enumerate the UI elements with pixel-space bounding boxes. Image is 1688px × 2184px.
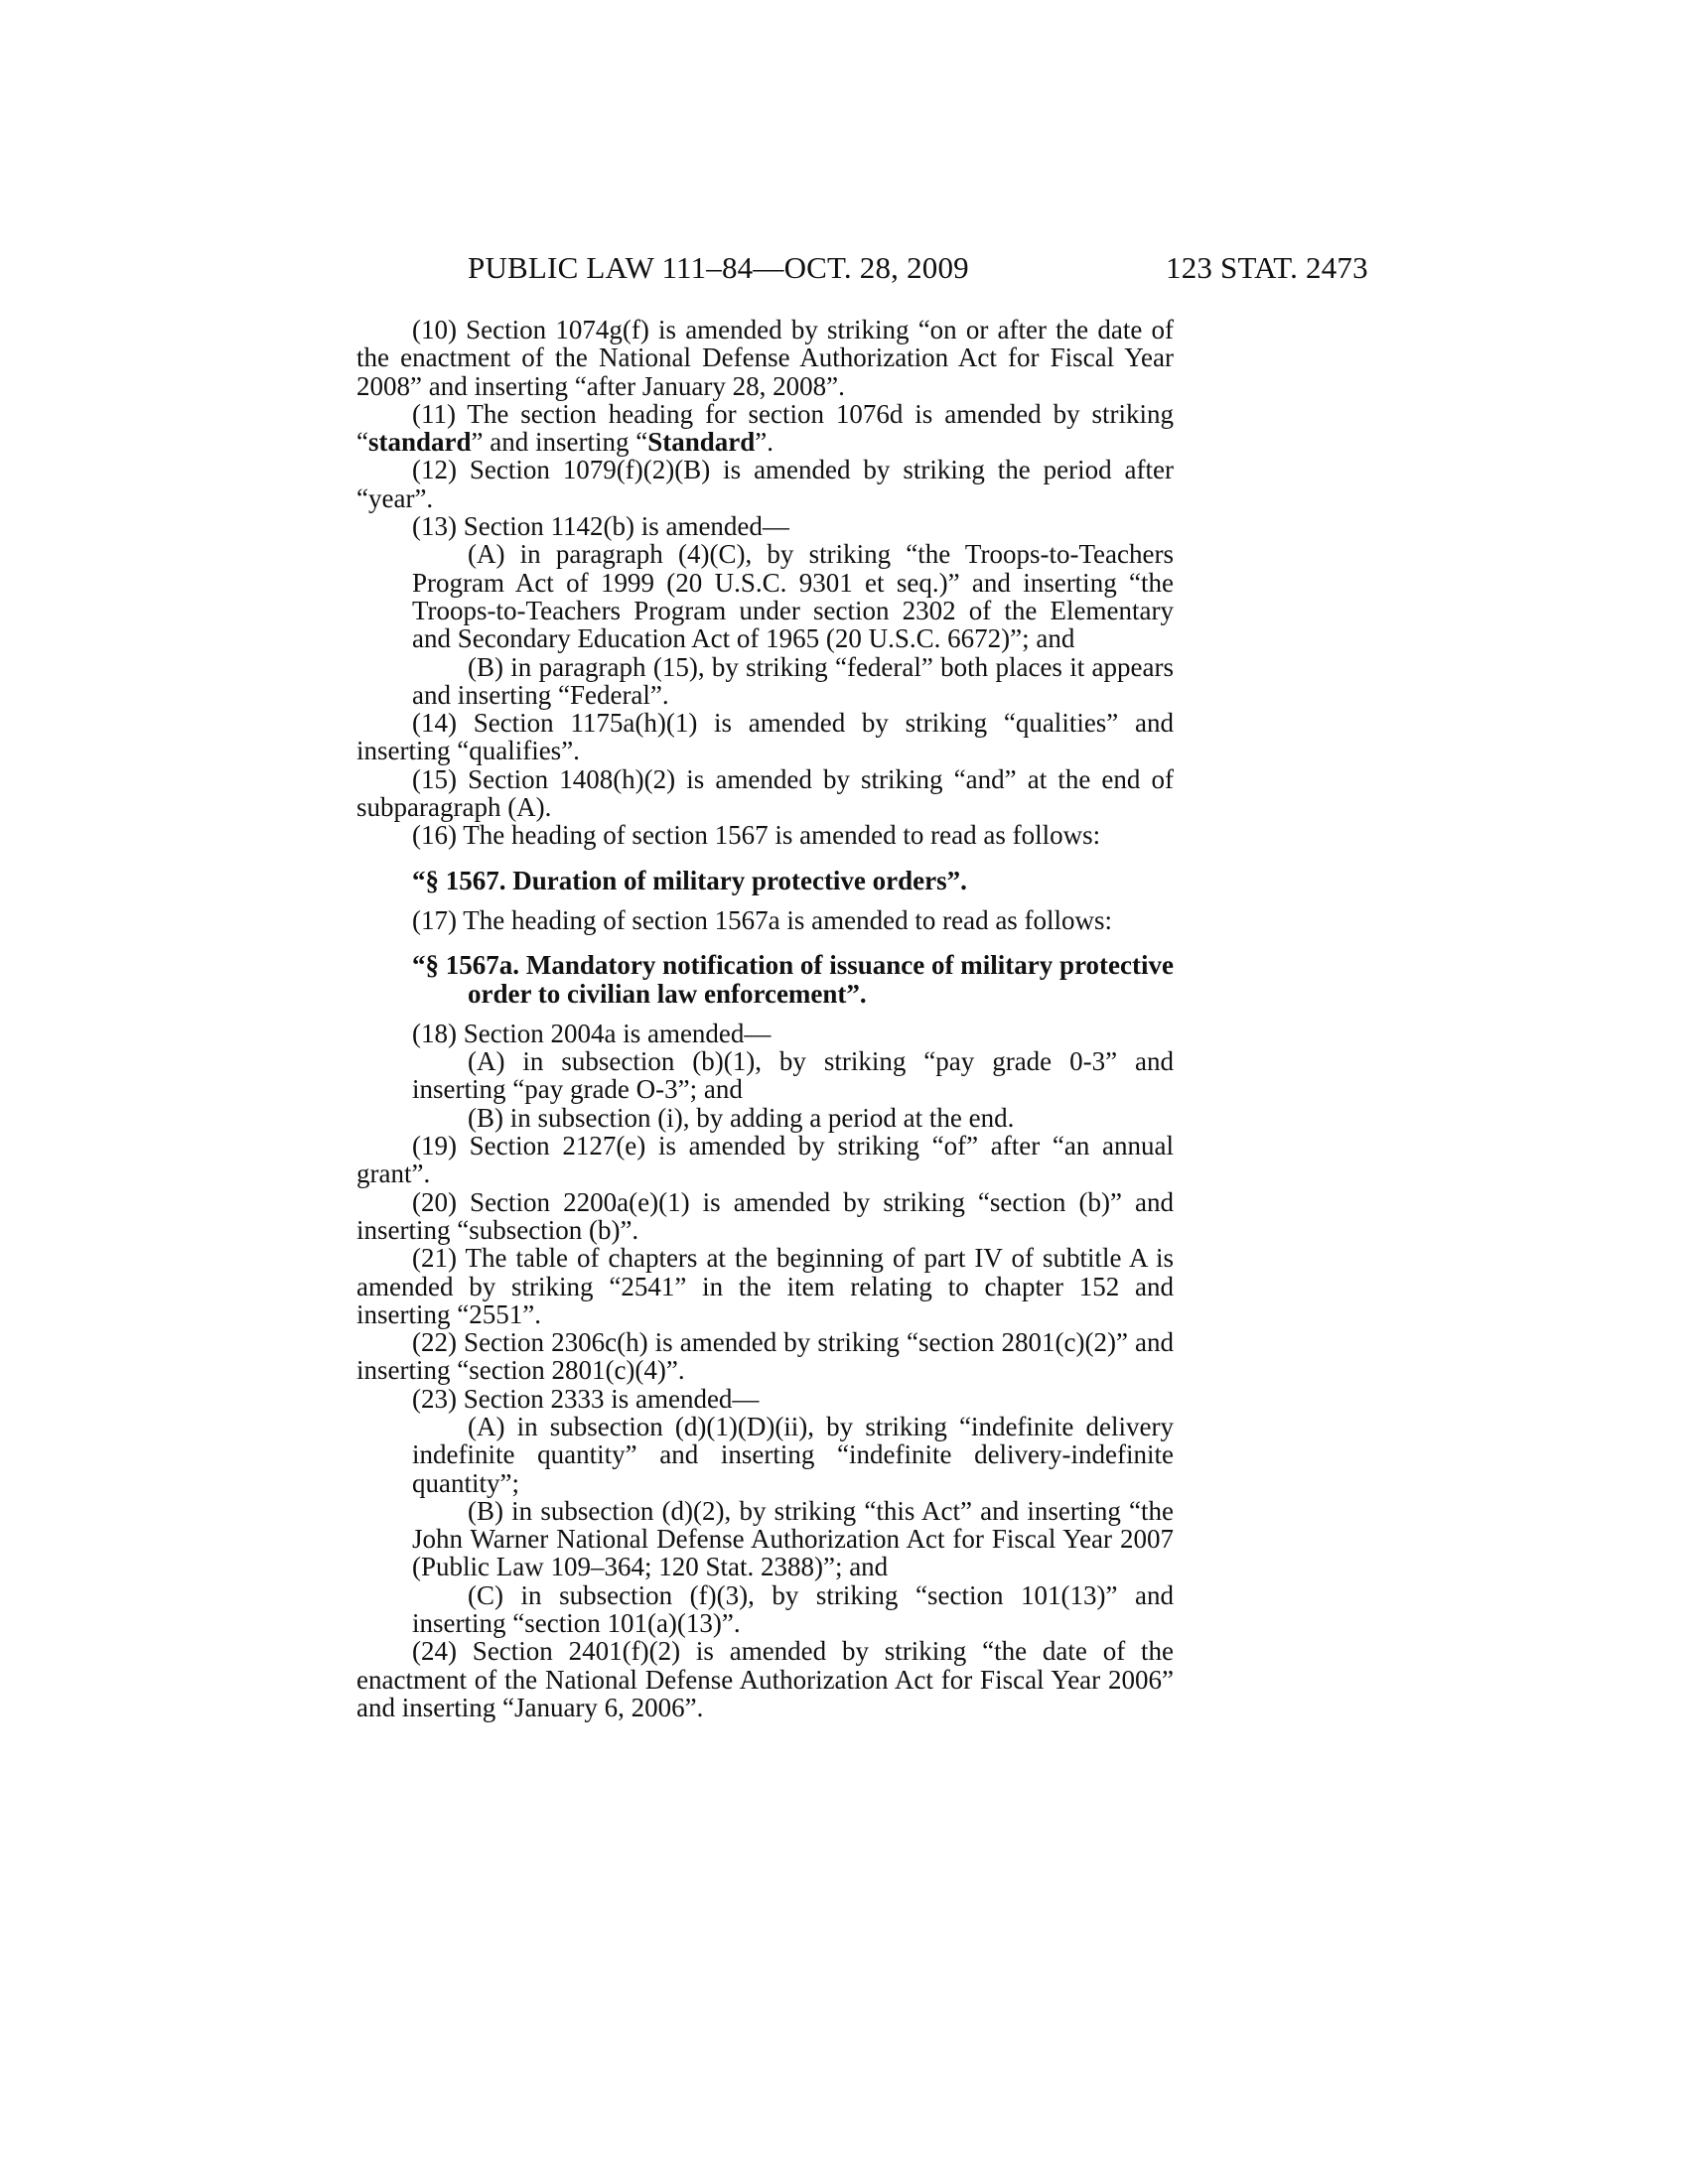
paragraph-11-bold-standard-lower: standard xyxy=(367,427,472,458)
paragraph-10: (10) Section 1074g(f) is amended by striking “on or after the date of the enactment of the National Defense Authorization Act for Fiscal Year 2008” and inserting “after January 28, 2008”. xyxy=(356,315,1174,401)
document-body xyxy=(356,316,1174,1721)
running-header-stat-page: 123 STAT. 2473 xyxy=(1166,250,1368,285)
paragraph-14: (14) Section 1175a(h)(1) is amended by striking “qualities” and inserting “qualifies”. xyxy=(356,708,1174,766)
paragraph-13-b: (B) in paragraph (15), by striking “federal” both places it appears and inserting “Federal”. xyxy=(412,651,1174,710)
paragraph-18-b: (B) in subsection (i), by adding a period at the end. xyxy=(468,1102,1015,1133)
paragraph-12: (12) Section 1079(f)(2)(B) is amended by striking the period after “year”. xyxy=(356,455,1174,513)
paragraph-13-a: (A) in paragraph (4)(C), by striking “the Troops-to-Teachers Program Act of 1999 (20 U.S.C. 9301 et seq.)” and inserting “the Troops-to-Teachers Program under section 2302 of the Elementary and Secondary Education Act of 1965 (20 U.S.C. 6672)”; and xyxy=(412,539,1174,654)
paragraph-11-text-start: (11) The section heading for section 1076d is amended by striking “ xyxy=(356,398,1174,458)
paragraph-19: (19) Section 2127(e) is amended by striking “of” after “an annual grant”. xyxy=(356,1131,1174,1189)
paragraph-11 xyxy=(356,400,1174,457)
paragraph-22: (22) Section 2306c(h) is amended by striking “section 2801(c)(2)” and inserting “section 2801(c)(4)”. xyxy=(356,1327,1174,1386)
paragraph-18-a: (A) in subsection (b)(1), by striking “pay grade 0-3” and inserting “pay grade O-3”; and xyxy=(412,1046,1174,1105)
paragraph-17: (17) The heading of section 1567a is amended to read as follows: xyxy=(412,904,1113,935)
paragraph-11-text-end: ”. xyxy=(755,427,774,458)
paragraph-11-bold-standard-upper: Standard xyxy=(647,427,756,458)
paragraph-15: (15) Section 1408(h)(2) is amended by striking “and” at the end of subparagraph (A). xyxy=(356,763,1174,823)
paragraph-11-text-mid: ” and inserting “ xyxy=(471,427,648,458)
paragraph-21: (21) The table of chapters at the beginning of part IV of subtitle A is amended by striking “2541” in the item relating to chapter 152 and inserting “2551”. xyxy=(356,1243,1174,1329)
running-header-law: PUBLIC LAW 111–84—OCT. 28, 2009 xyxy=(468,250,969,285)
paragraph-23-b: (B) in subsection (d)(2), by striking “this Act” and inserting “the John Warner National Defense Authorization Act for Fiscal Year 2007 (Public Law 109–364; 120 Stat. 2388)”; and xyxy=(412,1495,1174,1582)
paragraph-18: (18) Section 2004a is amended— xyxy=(412,1018,772,1048)
paragraph-20: (20) Section 2200a(e)(1) is amended by striking “section (b)” and inserting “subsection (b)”. xyxy=(356,1186,1174,1245)
paragraph-23-a: (A) in subsection (d)(1)(D)(ii), by striking “indefinite delivery indefinite quantity” and inserting “indefinite delivery-indefinite quantity”; xyxy=(412,1411,1174,1498)
paragraph-23: (23) Section 2333 is amended— xyxy=(412,1383,760,1414)
section-heading-1567a: “§ 1567a. Mandatory notification of issuance of military protective order to civilian law enforcement”. xyxy=(412,950,1174,1009)
paragraph-13: (13) Section 1142(b) is amended— xyxy=(412,511,789,542)
section-heading-1567: “§ 1567. Duration of military protective orders”. xyxy=(412,865,967,895)
paragraph-23-c: (C) in subsection (f)(3), by striking “section 101(13)” and inserting “section 101(a)(13)”. xyxy=(412,1579,1174,1639)
paragraph-24: (24) Section 2401(f)(2) is amended by striking “the date of the enactment of the National Defense Authorization Act for Fiscal Year 2006” and inserting “January 6, 2006”. xyxy=(356,1636,1174,1722)
paragraph-16: (16) The heading of section 1567 is amended to read as follows: xyxy=(412,820,1101,851)
